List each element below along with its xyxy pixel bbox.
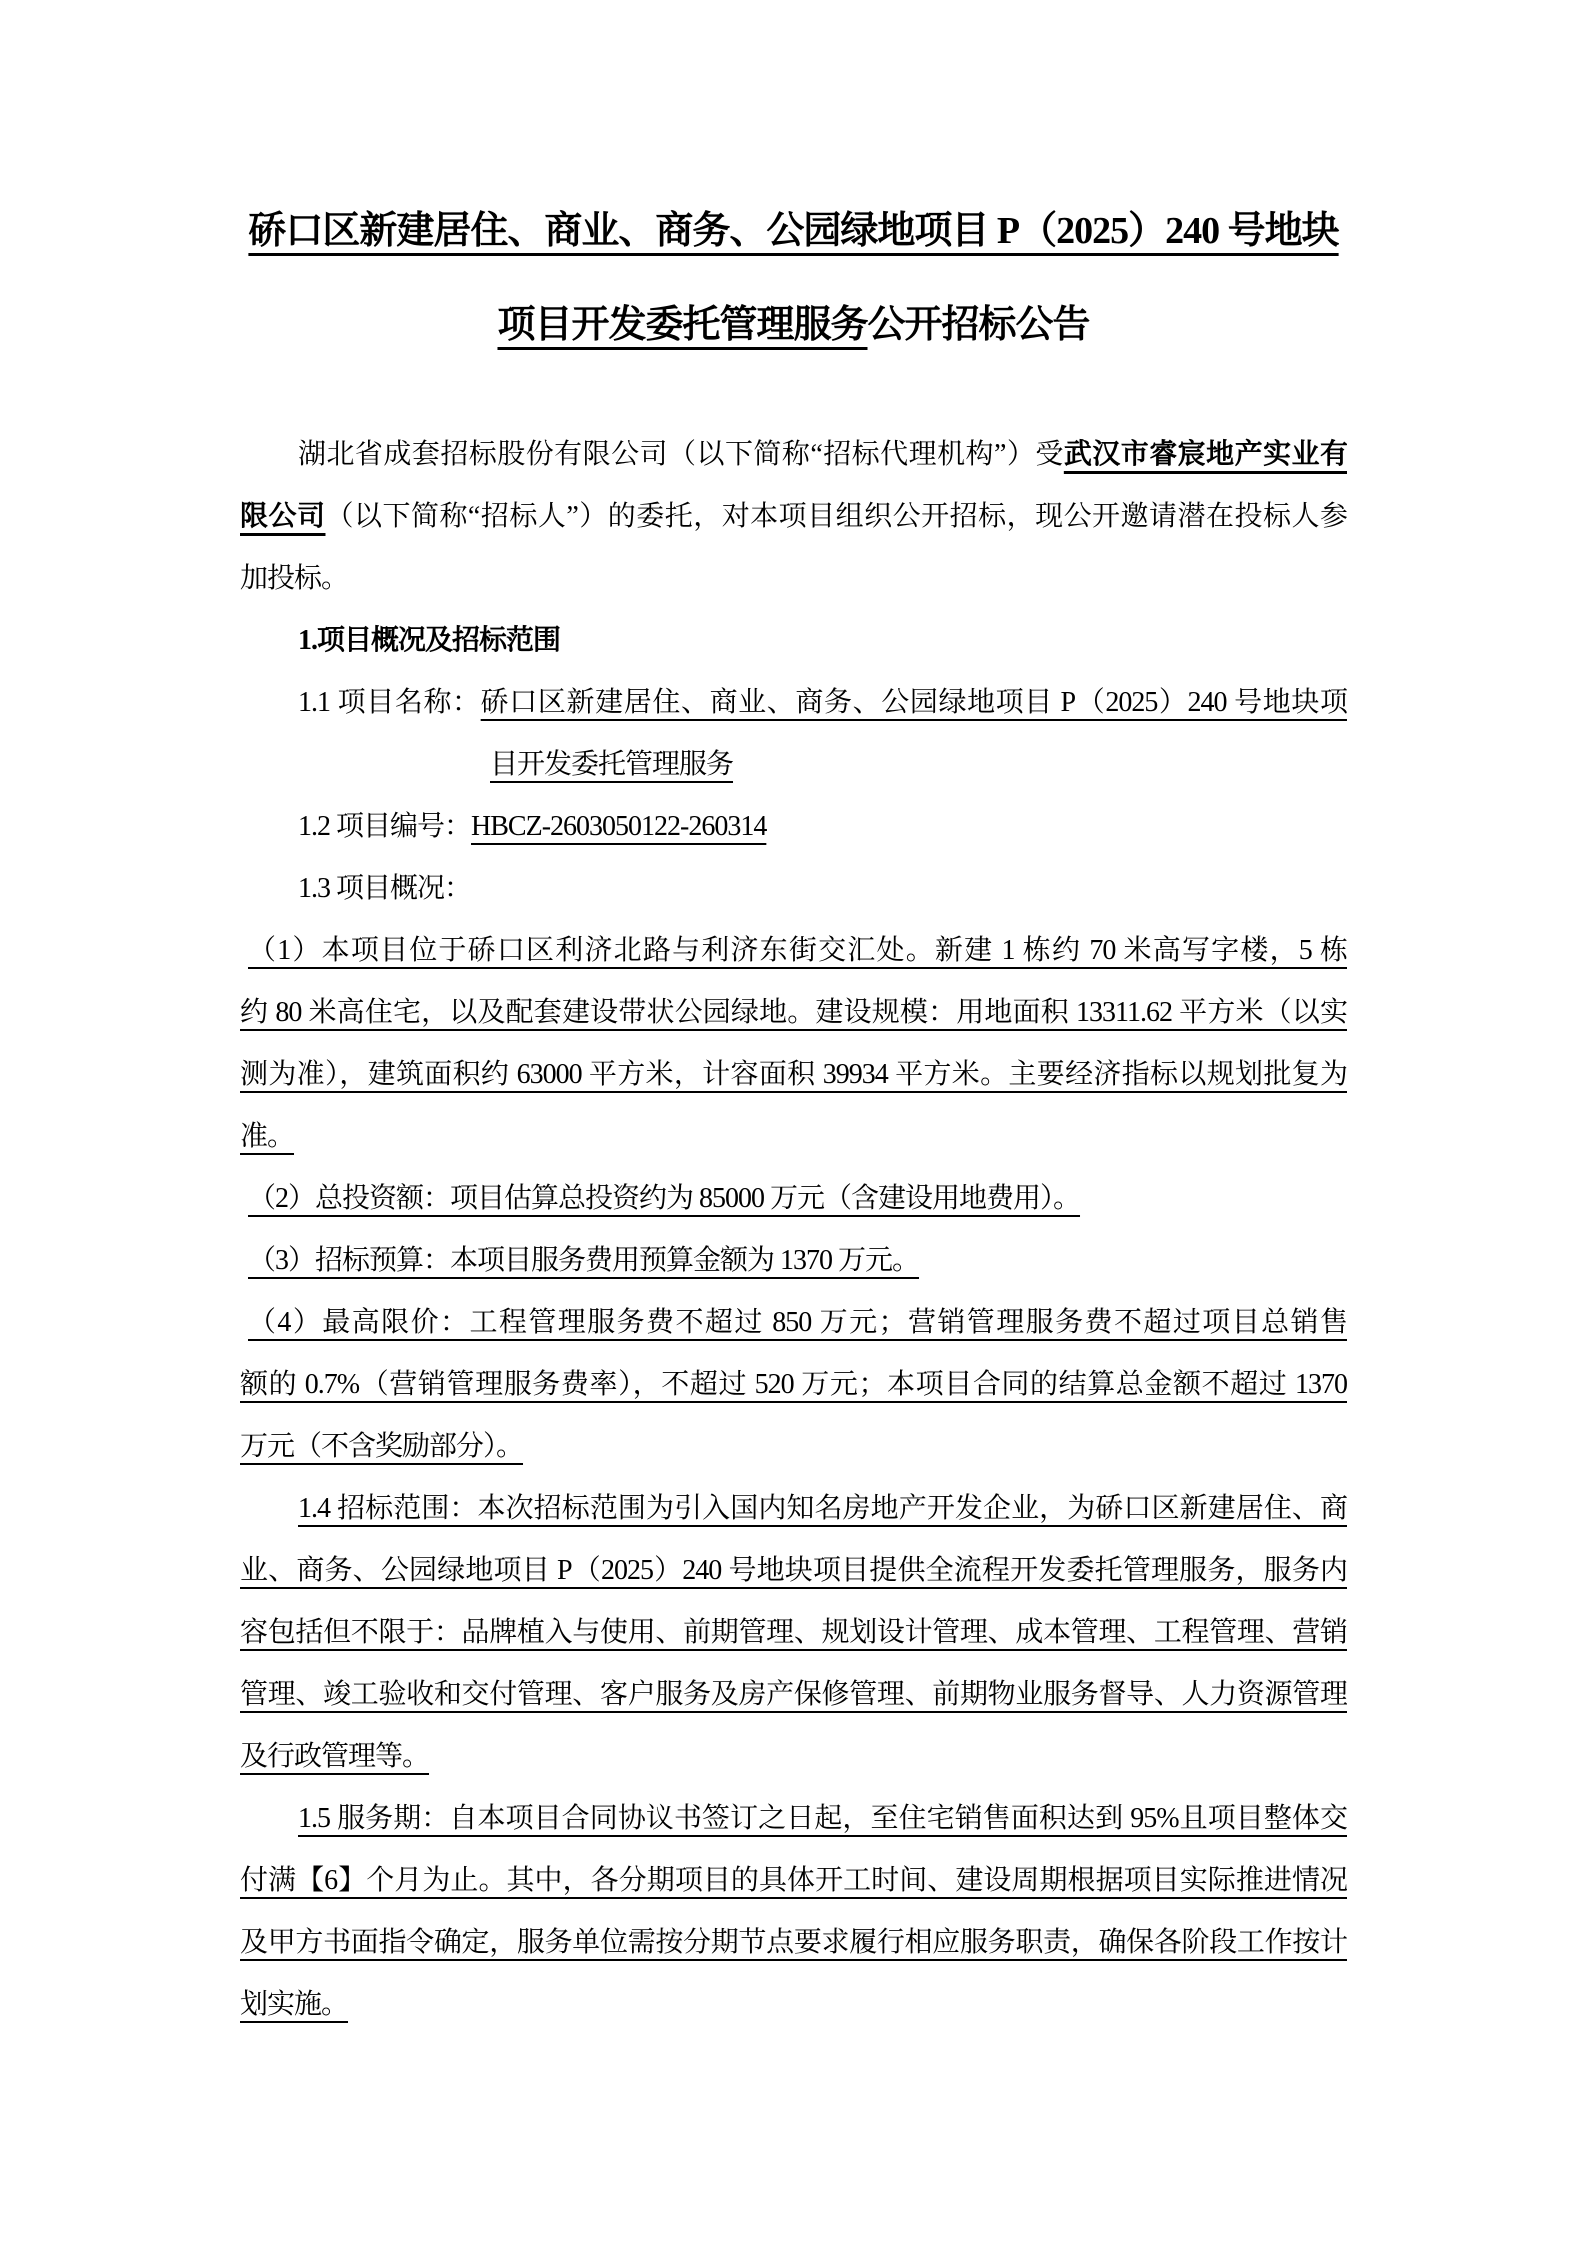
project-number-value: HBCZ-2603050122-260314 — [471, 811, 767, 842]
overview-text: 测为准），建筑面积约 63000 平方米，计容面积 39934 平方米。主要经济指标以规划批复为 — [240, 1059, 1347, 1090]
project-name-line-1 — [240, 672, 1347, 734]
document-title — [240, 184, 1347, 372]
field-label: 1.2 项目编号： — [298, 811, 472, 842]
intro-text: （以下简称“招标人”）的委托，对本项目组织公开招标，现公开邀请潜在投标人参 — [325, 501, 1347, 532]
bidding-scope-line-3 — [240, 1602, 1347, 1664]
price-limit-text: 额的 0.7%（营销管理服务费率），不超过 520 万元；本项目合同的结算总金额不超过 1370 — [240, 1369, 1347, 1400]
bidding-scope-line-4 — [240, 1664, 1347, 1726]
service-period-line-4 — [240, 1974, 1347, 2036]
budget-text: （3）招标预算：本项目服务费用预算金额为 1370 万元。 — [248, 1245, 920, 1276]
service-period-line-3 — [240, 1912, 1347, 1974]
investment-text: （2）总投资额：项目估算总投资约为 85000 万元（含建设用地费用）。 — [248, 1183, 1081, 1214]
scope-text: 及行政管理等。 — [240, 1741, 430, 1772]
project-name-value: 目开发委托管理服务 — [490, 749, 734, 780]
overview-item-3-line — [240, 1230, 1347, 1292]
bidding-scope-line-2 — [240, 1540, 1347, 1602]
overview-text: （1）本项目位于硚口区利济北路与利济东街交汇处。新建 1 栋约 70 米高写字楼，5 栋 — [248, 935, 1347, 966]
title-text-underlined: 项目开发委托管理服务 — [497, 304, 868, 346]
bidding-scope-line-1 — [240, 1478, 1347, 1540]
intro-line-3 — [240, 548, 1347, 610]
bidding-scope-line-5 — [240, 1726, 1347, 1788]
tenderer-name-part: 武汉市睿宸地产实业有 — [1063, 439, 1347, 470]
overview-item-1-line-1 — [240, 920, 1347, 982]
title-text-plain: 公开招标公告 — [867, 304, 1090, 346]
project-number-line — [240, 796, 1347, 858]
project-name-line-2 — [240, 734, 1347, 796]
overview-item-1-line-3 — [240, 1044, 1347, 1106]
service-period-text: 及甲方书面指令确定，服务单位需按分期节点要求履行相应服务职责，确保各阶段工作按计 — [240, 1927, 1347, 1958]
service-period-line-2 — [240, 1850, 1347, 1912]
project-name-value: 硚口区新建居住、商业、商务、公园绿地项目 P（2025）240 号地块项 — [480, 687, 1347, 718]
heading-text: 1.项目概况及招标范围 — [298, 625, 561, 656]
intro-line-1 — [240, 424, 1347, 486]
overview-item-1-line-2 — [240, 982, 1347, 1044]
section-1-heading — [240, 610, 1347, 672]
intro-line-2 — [240, 486, 1347, 548]
intro-text: 加投标。 — [240, 563, 349, 594]
price-limit-text: （4）最高限价：工程管理服务费不超过 850 万元；营销管理服务费不超过项目总销售 — [248, 1307, 1347, 1338]
service-period-text: 1.5 服务期：自本项目合同协议书签订之日起，至住宅销售面积达到 95%且项目整体交 — [298, 1803, 1347, 1834]
title-text-underlined: 硚口区新建居住、商业、商务、公园绿地项目 P（2025）240 号地块 — [248, 210, 1339, 252]
overview-item-4-line-1 — [240, 1292, 1347, 1354]
document-title-line-2 — [240, 278, 1347, 372]
overview-item-4-line-2 — [240, 1354, 1347, 1416]
field-label: 1.1 项目名称： — [298, 687, 481, 718]
overview-item-4-line-3 — [240, 1416, 1347, 1478]
overview-item-2-line — [240, 1168, 1347, 1230]
intro-text: 湖北省成套招标股份有限公司（以下简称“招标代理机构”）受 — [298, 439, 1064, 470]
service-period-text: 付满【6】个月为止。其中，各分期项目的具体开工时间、建设周期根据项目实际推进情况 — [240, 1865, 1347, 1896]
scope-text: 1.4 招标范围：本次招标范围为引入国内知名房地产开发企业，为硚口区新建居住、商 — [298, 1493, 1347, 1524]
project-overview-heading-line — [240, 858, 1347, 920]
service-period-line-1 — [240, 1788, 1347, 1850]
overview-item-1-line-4 — [240, 1106, 1347, 1168]
field-label: 1.3 项目概况： — [298, 873, 472, 904]
tenderer-name-part: 限公司 — [240, 501, 326, 532]
scope-text: 业、商务、公园绿地项目 P（2025）240 号地块项目提供全流程开发委托管理服务，服务内 — [240, 1555, 1347, 1586]
document-body — [240, 424, 1347, 2036]
price-limit-text: 万元（不含奖励部分）。 — [240, 1431, 524, 1462]
scope-text: 容包括但不限于：品牌植入与使用、前期管理、规划设计管理、成本管理、工程管理、营销 — [240, 1617, 1347, 1648]
overview-text: 约 80 米高住宅，以及配套建设带状公园绿地。建设规模：用地面积 13311.62 平方米（以实 — [240, 997, 1347, 1028]
service-period-text: 划实施。 — [240, 1989, 349, 2020]
scope-text: 管理、竣工验收和交付管理、客户服务及房产保修管理、前期物业服务督导、人力资源管理 — [240, 1679, 1347, 1710]
document-title-line-1 — [240, 184, 1347, 278]
overview-text: 准。 — [240, 1121, 295, 1152]
